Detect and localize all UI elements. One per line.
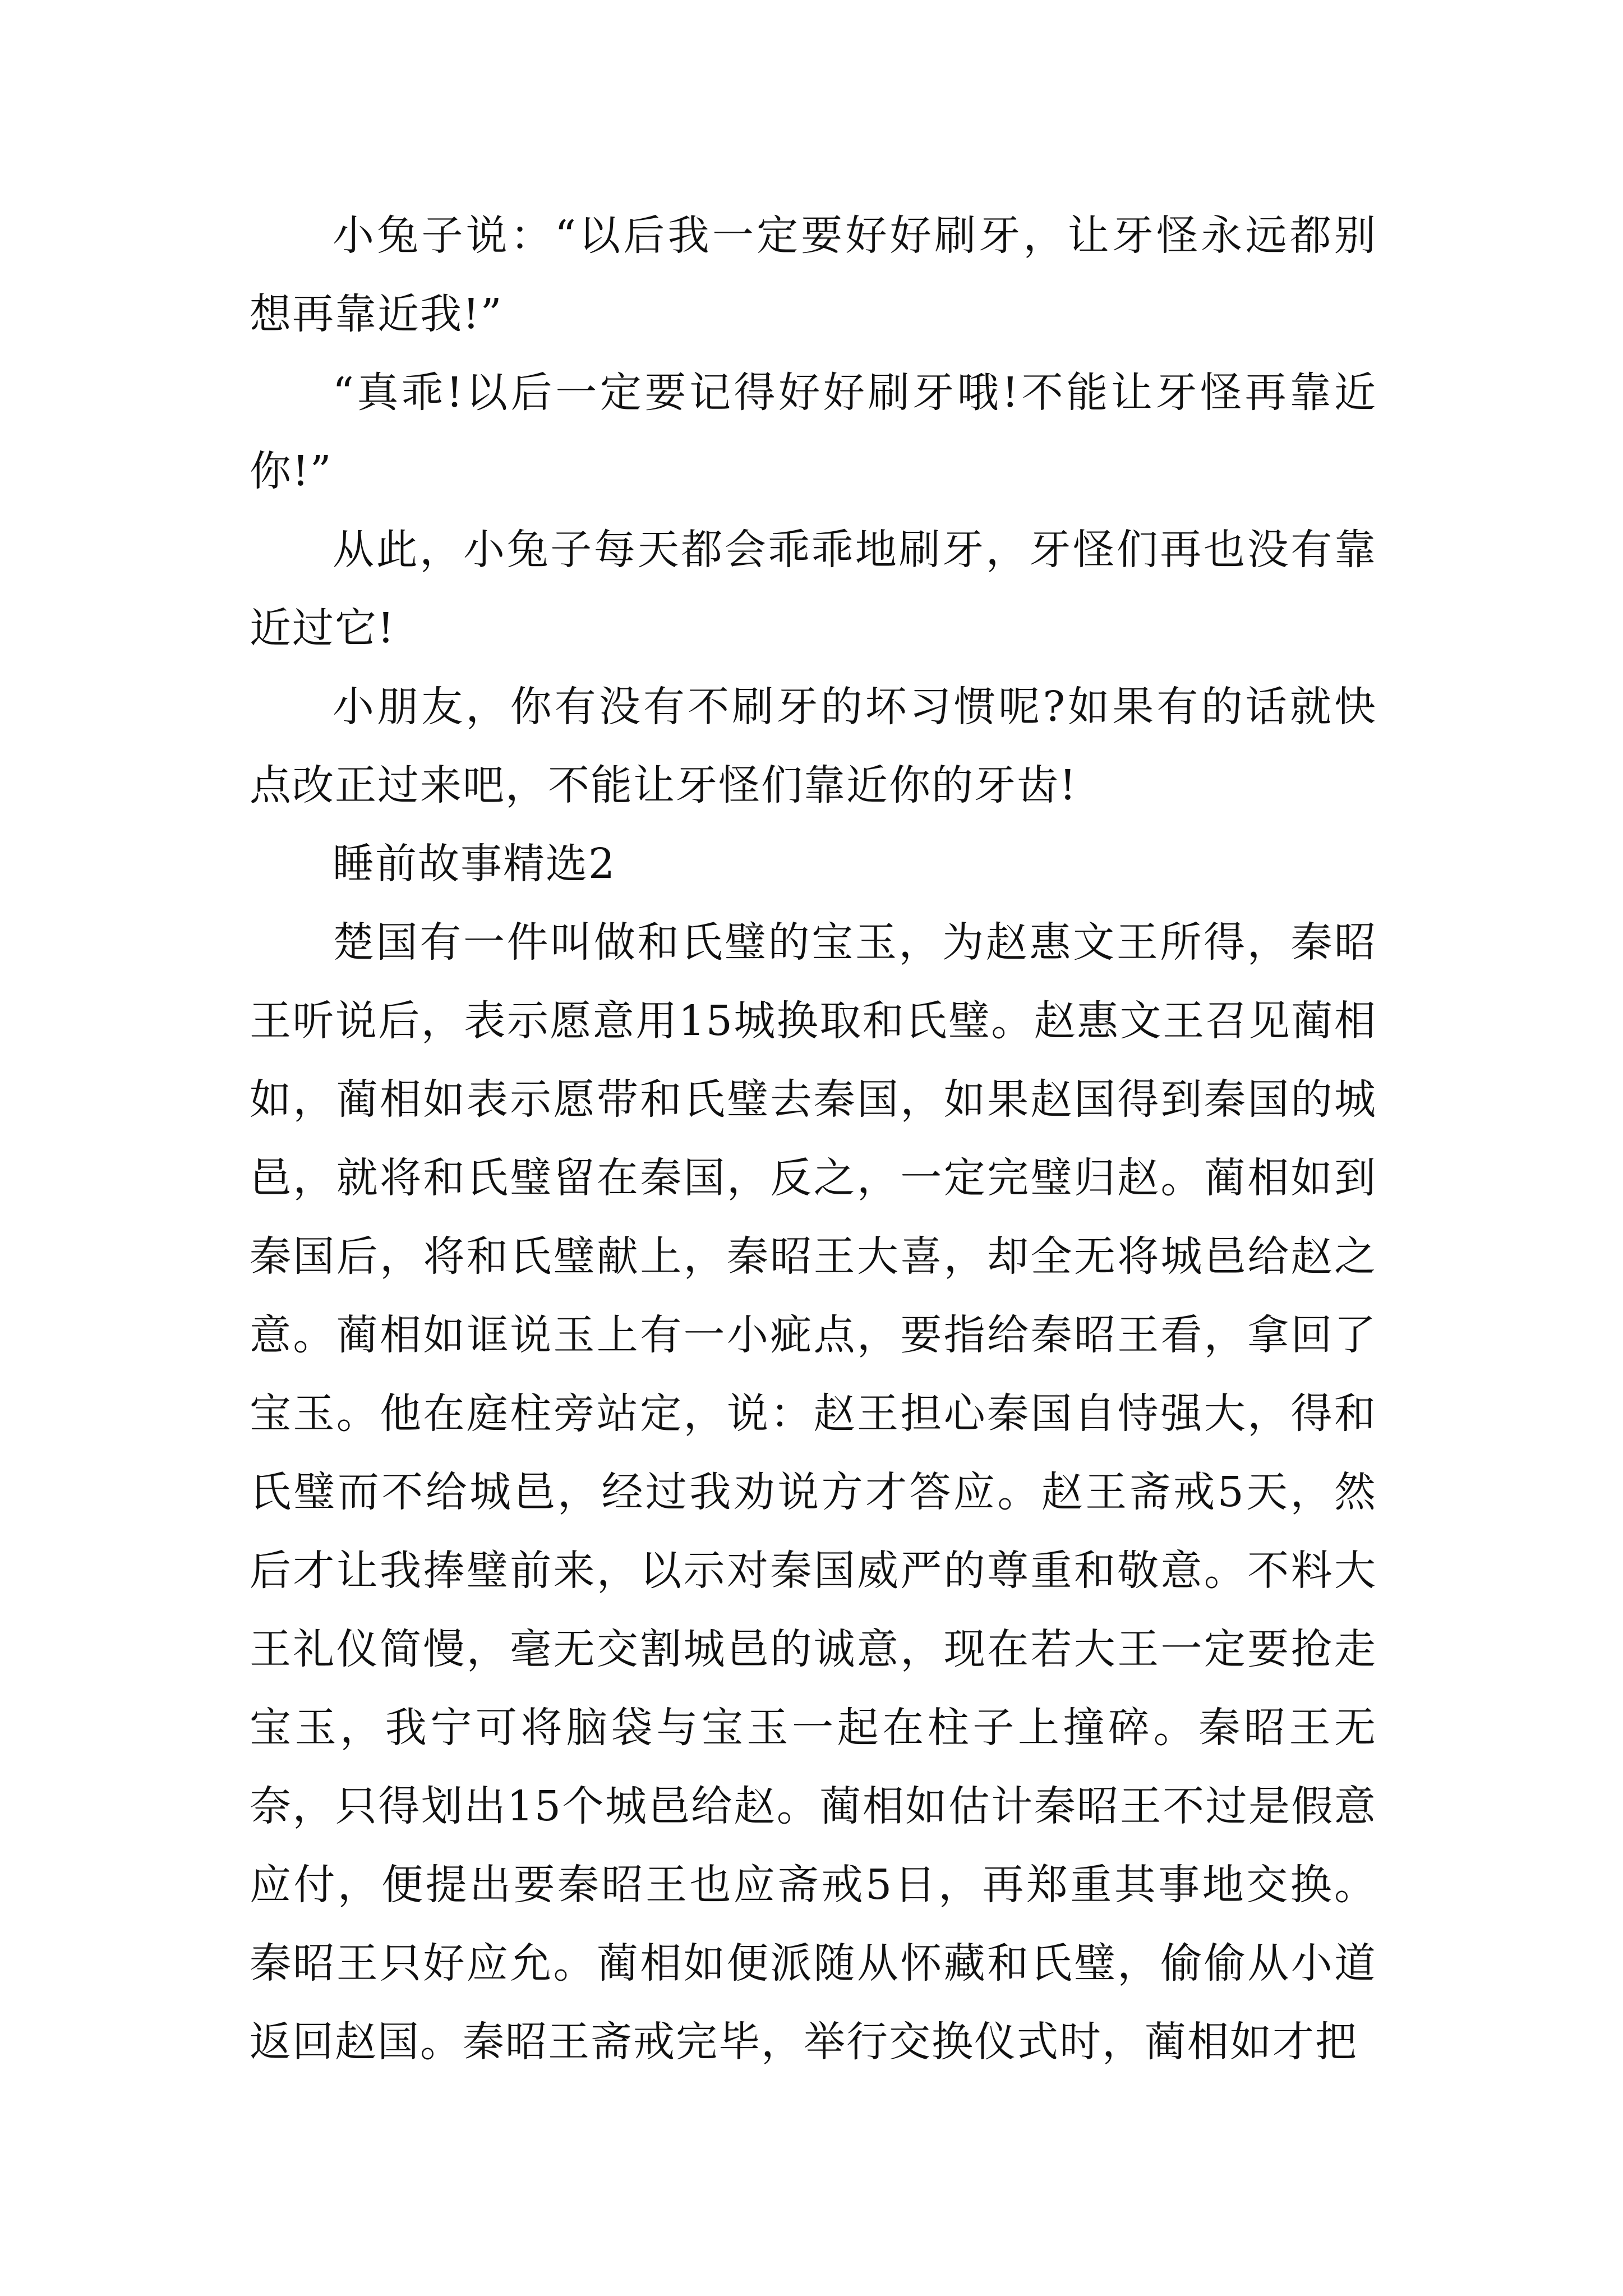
paragraph-rabbit-promise: 小兔子说：“以后我一定要好好刷牙，让牙怪永远都别想再靠近我!” xyxy=(250,211,1377,338)
document-body xyxy=(250,196,1377,2081)
paragraph-praise: “真乖!以后一定要记得好好刷牙哦!不能让牙怪再靠近你!” xyxy=(250,369,1377,495)
paragraph-story: 楚国有一件叫做和氏璧的宝玉，为赵惠文王所得，秦昭王听说后，表示愿意用15城换取和氏璧。赵惠文王召见蔺相如，蔺相如表示愿带和氏璧去秦国，如果赵国得到秦国的城邑，就将和氏璧留在秦国，反之，一定完璧归赵。蔺相如到秦国后，将和氏璧献上，秦昭王大喜，却全无将城邑给赵之意。蔺相如诓说玉上有一小疵点，要指给秦昭王看，拿回了宝玉。他在庭柱旁站定，说：赵王担心秦国自恃强大，得和氏璧而不给城邑，经过我劝说方才答应。赵王斋戒5天，然后才让我捧璧前来，以示对秦国威严的尊重和敬意。不料大王礼仪简慢，毫无交割城邑的诚意，现在若大王一定要抢走宝玉，我宁可将脑袋与宝玉一起在柱子上撞碎。秦昭王无奈，只得划出15个城邑给赵。蔺相如估计秦昭王不过是假意应付，便提出要秦昭王也应斋戒5日，再郑重其事地交换。秦昭王只好应允。蔺相如便派随从怀藏和氏璧，偷偷从小道返回赵国。秦昭王斋戒完毕，举行交换仪式时，蔺相如才把 xyxy=(250,918,1377,2066)
paragraph-moral: 小朋友，你有没有不刷牙的坏习惯呢?如果有的话就快点改正过来吧，不能让牙怪们靠近你的牙齿! xyxy=(250,683,1377,809)
paragraph-from-then-on: 从此，小兔子每天都会乖乖地刷牙，牙怪们再也没有靠近过它! xyxy=(250,526,1377,652)
section-heading: 睡前故事精选2 xyxy=(333,840,616,888)
